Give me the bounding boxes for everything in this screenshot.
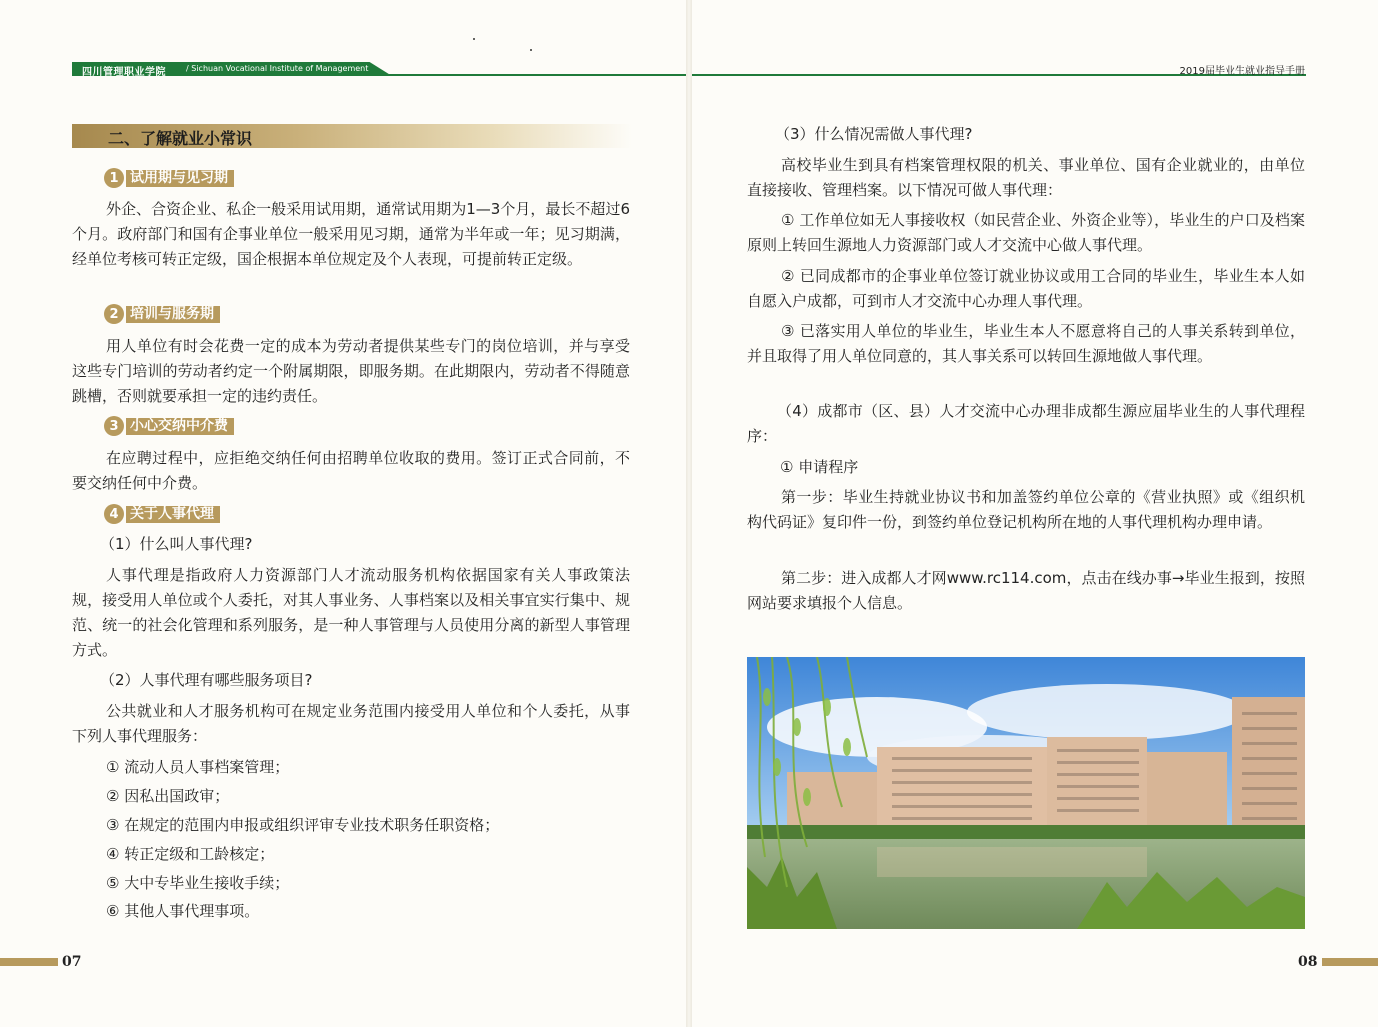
tag-number: 4 [104, 504, 124, 524]
question-1: （1）什么叫人事代理? [100, 535, 253, 553]
section-title-bar [72, 124, 632, 148]
page-number-left: 07 [62, 954, 82, 970]
list-item: ⑤ 大中专毕业生接收手续； [106, 874, 290, 892]
question-4: （4）成都市（区、县）人才交流中心办理非成都生源应届毕业生的人事代理程序： [747, 402, 1305, 445]
print-dot [473, 38, 475, 40]
question-2: （2）人事代理有哪些服务项目? [100, 671, 313, 689]
tag-label: 关于人事代理 [126, 506, 220, 523]
answer-3: 高校毕业生到具有档案管理权限的机关、事业单位、国有企业就业的，由单位直接接收、管理档案。以下情况可做人事代理： [747, 156, 1305, 199]
section-title: 二、了解就业小常识 [108, 129, 253, 148]
handbook-title: 2019届毕业生就业指导手册 [1179, 66, 1305, 77]
list-item: ④ 转正定级和工龄核定； [106, 845, 275, 863]
paragraph-agency-fee: 在应聘过程中，应拒绝交纳任何由招聘单位收取的费用。签订正式合同前，不要交纳任何中介费。 [72, 449, 630, 492]
subsection-tag-4 [104, 504, 220, 524]
print-dot [530, 49, 532, 51]
subsection-tag-3 [104, 416, 234, 436]
school-name-en: / Sichuan Vocational Institute of Management [186, 64, 369, 73]
subsection-tag-1 [104, 168, 234, 188]
list-item: ③ 在规定的范围内申报或组织评审专业技术职务任职资格； [106, 816, 500, 834]
procedure-heading: ① 申请程序 [780, 458, 859, 476]
step-1: 第一步：毕业生持就业协议书和加盖签约单位公章的《营业执照》或《组织机构代码证》复印件一份，到签约单位登记机构所在地的人事代理机构办理申请。 [747, 488, 1305, 531]
tag-number: 2 [104, 304, 124, 324]
answer-2: 公共就业和人才服务机构可在规定业务范围内接受用人单位和个人委托，从事下列人事代理服务： [72, 702, 630, 745]
paragraph-training: 用人单位有时会花费一定的成本为劳动者提供某些专门的岗位培训，并与享受这些专门培训的劳动者约定一个附属期限，即服务期。在此期限内，劳动者不得随意跳槽，否则就要承担一定的违约责任。 [72, 337, 630, 405]
tag-label: 试用期与见习期 [126, 170, 234, 187]
tag-number: 3 [104, 416, 124, 436]
answer-1: 人事代理是指政府人力资源部门人才流动服务机构依据国家有关人事政策法规，接受用人单位或个人委托，对其人事业务、人事档案以及相关事宜实行集中、规范、统一的社会化管理和系列服务，是一种人事管理与人员使用分离的新型人事管理方式。 [72, 566, 630, 659]
subsection-tag-2 [104, 304, 220, 324]
book-spine [686, 0, 692, 1027]
tag-label: 小心交纳中介费 [126, 418, 234, 435]
case-1: ① 工作单位如无人事接收权（如民营企业、外资企业等），毕业生的户口及档案原则上转回生源地人力资源部门或人才交流中心做人事代理。 [747, 211, 1305, 254]
school-name-cn: 四川管理职业学院 [82, 67, 166, 78]
page-number-right: 08 [1298, 954, 1318, 970]
campus-photo [747, 657, 1305, 929]
footer-bar-left [0, 958, 58, 966]
tag-label: 培训与服务期 [126, 306, 220, 323]
campus-photo-illustration [747, 657, 1305, 929]
list-item: ① 流动人员人事档案管理； [106, 758, 290, 776]
list-item: ⑥ 其他人事代理事项。 [106, 902, 260, 920]
case-2: ② 已同成都市的企事业单位签订就业协议或用工合同的毕业生，毕业生本人如自愿入户成都，可到市人才交流中心办理人事代理。 [747, 267, 1305, 310]
paragraph-probation: 外企、合资企业、私企一般采用试用期，通常试用期为1—3个月，最长不超过6个月。政府部门和国有企事业单位一般采用见习期，通常为半年或一年；见习期满，经单位考核可转正定级，国企根据本单位规定及个人表现，可提前转正定级。 [72, 200, 630, 268]
footer-bar-right [1322, 958, 1378, 966]
list-item: ② 因私出国政审； [106, 787, 230, 805]
question-3: （3）什么情况需做人事代理? [775, 125, 973, 143]
case-3: ③ 已落实用人单位的毕业生，毕业生本人不愿意将自己的人事关系转到单位，并且取得了用人单位同意的，其人事关系可以转回生源地做人事代理。 [747, 322, 1305, 365]
tag-number: 1 [104, 168, 124, 188]
school-name-en-text: Sichuan Vocational Institute of Management [191, 64, 369, 73]
step-2: 第二步：进入成都人才网www.rc114.com，点击在线办事→毕业生报到，按照网站要求填报个人信息。 [747, 569, 1305, 612]
